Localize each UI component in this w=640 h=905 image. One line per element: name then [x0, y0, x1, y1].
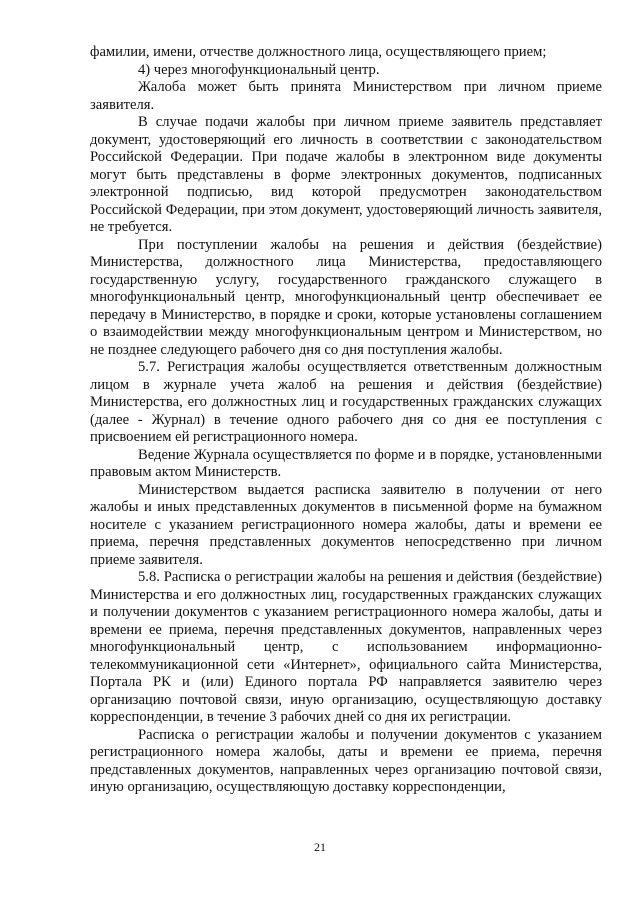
document-body — [90, 44, 602, 797]
paragraph-receipt-issued: Министерством выдается расписка заявителю в получении от него жалобы и иных представленных документов в письменной форме на бумажном носителе с указанием регистрационного номера жалобы, даты и времени ее приема, перечня представленных документов непосредственно при личном приеме заявителя. — [90, 481, 602, 568]
page-number: 21 — [314, 840, 326, 854]
paragraph-mfc-transfer: При поступлении жалобы на решения и действия (бездействие) Министерства, должностного лица Министерства, предоставляющего государственную услугу, государственного гражданского служащего в многофункциональный центр, многофункциональный центр обеспечивает ее передачу в Министерство, в порядке и сроки, которые установлены соглашением о взаимодействии между многофункциональным центром и Министерством, но не позднее следующего рабочего дня со дня поступления жалобы. — [90, 236, 602, 358]
paragraph-continuation: фамилии, имени, отчестве должностного лица, осуществляющего прием; — [90, 44, 547, 60]
paragraph-identity-document: В случае подачи жалобы при личном приеме заявитель представляет документ, удостоверяющий его личность в соответствии с законодательством Российской Федерации. При подаче жалобы в электронном виде документы могут быть представлены в форме электронных документов, подписанных электронной подписью, вид которой предусмотрен законодательством Российской Федерации, при этом документ, удостоверяющий личность заявителя, не требуется. — [90, 114, 602, 235]
paragraph-list-item-4: 4) через многофункциональный центр. — [138, 61, 380, 78]
paragraph-journal-form: Ведение Журнала осуществляется по форме и в порядке, установленными правовым актом Министерств. — [90, 446, 602, 480]
paragraph-complaint-personal: Жалоба может быть принята Министерством при личном приеме заявителя. — [90, 79, 602, 113]
paragraph-5-7-registration: 5.7. Регистрация жалобы осуществляется ответственным должностным лицом в журнале учета жалоб на решения и действия (бездействие) Министерства, его должностных лиц и государственных гражданских служащих (далее - Журнал) в течение одного рабочего дня со дня ее поступления с присвоением ей регистрационного номера. — [90, 359, 602, 445]
paragraph-receipt-postal: Расписка о регистрации жалобы и получении документов с указанием регистрационного номера жалобы, даты и времени ее приема, перечня представленных документов, направленных через организацию почтовой связи, иную организацию, осуществляющую доставку корреспонденции, — [90, 726, 602, 795]
paragraph-5-8-receipt: 5.8. Расписка о регистрации жалобы на решения и действия (бездействие) Министерства и его должностных лиц, государственных гражданских служащих и получении документов с указанием регистрационного номера жалобы, даты и времени ее приема, перечня представленных документов, направленных через многофункциональный центр, с использованием информационно-телекоммуникационной сети «Интернет», официального сайта Министерства, Портала РК и (или) Единого портала РФ направляется заявителю через организацию почтовой связи, иную организацию, осуществляющую доставку корреспонденции, в течение 3 рабочих дней со дня их регистрации. — [90, 569, 602, 725]
